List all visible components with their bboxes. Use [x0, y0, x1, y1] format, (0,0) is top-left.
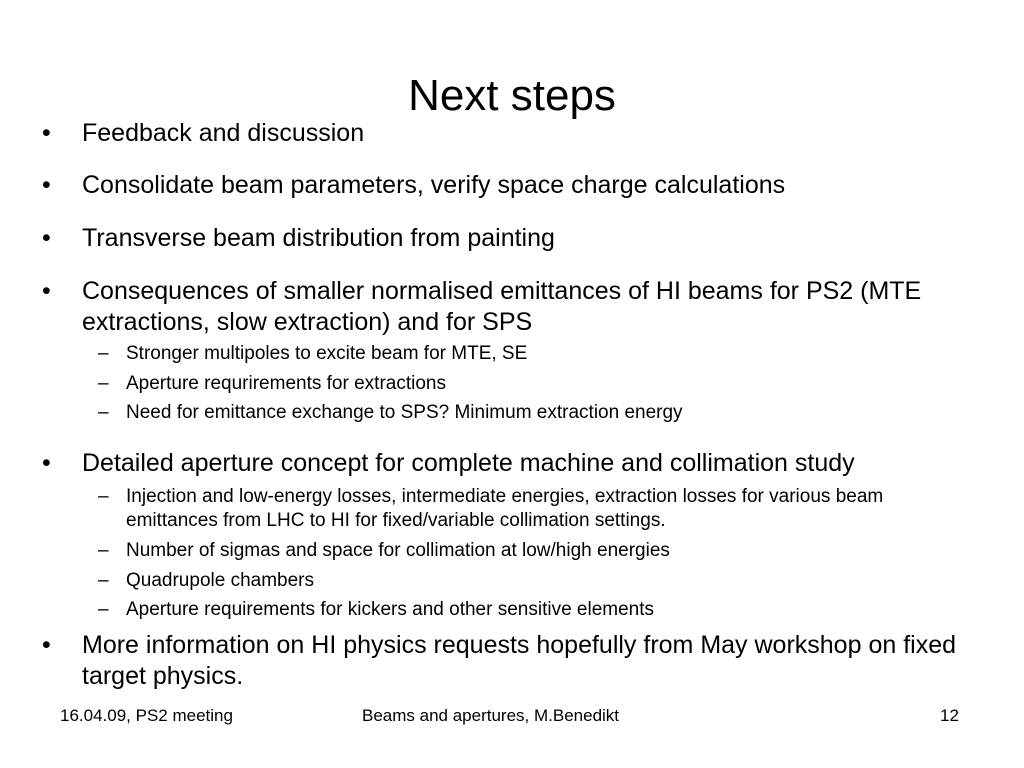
bullet-mark: • — [42, 631, 51, 659]
sub-bullet-text: Number of sigmas and space for collimation at low/high energies — [126, 540, 670, 561]
sub-bullet-item — [98, 485, 978, 533]
sub-bullet-mark: – — [98, 599, 109, 620]
sub-bullet-text: Stronger multipoles to excite beam for MTE, SE — [126, 343, 528, 364]
footer-date-meeting: 16.04.09, PS2 meeting — [60, 706, 233, 725]
slide-title: Next steps — [408, 71, 616, 120]
bullet-item — [42, 118, 982, 149]
bullet-text: Detailed aperture concept for complete machine and collimation study — [82, 449, 855, 477]
sub-bullet-mark: – — [98, 540, 109, 561]
footer-title-author: Beams and apertures, M.Benedikt — [362, 706, 620, 725]
sub-bullet-item — [98, 342, 978, 366]
bullet-item — [42, 630, 982, 692]
bullet-mark: • — [42, 171, 51, 199]
bullet-text: Feedback and discussion — [82, 119, 365, 147]
sub-bullet-mark: – — [98, 570, 109, 591]
bullet-item — [42, 170, 982, 201]
bullet-text: Transverse beam distribution from painting — [82, 224, 555, 252]
bullet-mark: • — [42, 224, 51, 252]
sub-bullet-text: Aperture requrirements for extractions — [126, 373, 446, 394]
sub-bullet-item — [98, 372, 978, 396]
sub-bullet-mark: – — [98, 343, 109, 364]
sub-bullet-mark: – — [98, 373, 109, 394]
sub-bullet-text: Quadrupole chambers — [126, 570, 314, 591]
bullet-text: More information on HI physics requests hopefully from May workshop on fixed target physics. — [82, 631, 956, 690]
sub-bullet-item — [98, 401, 978, 425]
bullet-text: Consequences of smaller normalised emittances of HI beams for PS2 (MTE extractions, slow extraction) and for SPS — [82, 277, 922, 336]
bullet-mark: • — [42, 277, 51, 305]
bullet-item — [42, 448, 982, 479]
bullet-text: Consolidate beam parameters, verify space charge calculations — [82, 171, 786, 199]
bullet-item — [42, 223, 982, 254]
sub-bullet-mark: – — [98, 402, 109, 423]
bullet-item — [42, 276, 982, 338]
sub-bullet-text: Need for emittance exchange to SPS? Minimum extraction energy — [126, 402, 683, 423]
sub-bullet-mark: – — [98, 486, 109, 507]
sub-bullet-item — [98, 569, 978, 593]
sub-bullet-item — [98, 598, 978, 622]
bullet-mark: • — [42, 119, 51, 147]
sub-bullet-text: Injection and low-energy losses, intermediate energies, extraction losses for various beam emittances from LHC to HI for fixed/variable collimation settings. — [126, 486, 884, 531]
bullet-mark: • — [42, 449, 51, 477]
footer-page-number: 12 — [940, 706, 959, 725]
sub-bullet-text: Aperture requirements for kickers and other sensitive elements — [126, 599, 655, 620]
sub-bullet-item — [98, 539, 978, 563]
